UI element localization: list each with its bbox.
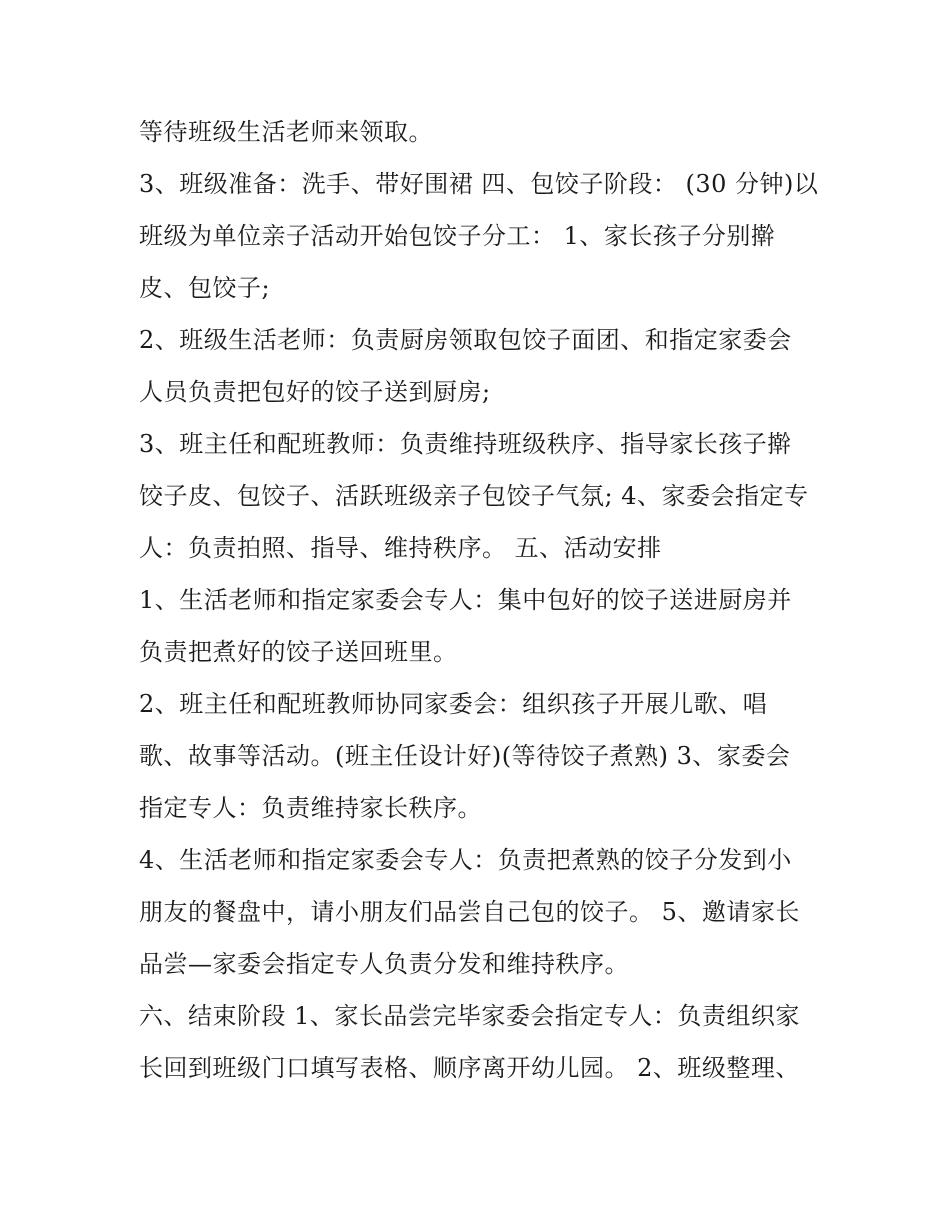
text-line: 负责把煮好的饺子送回班里。 — [139, 638, 458, 666]
text-line: 品尝—家委会指定专人负责分发和维持秩序。 — [139, 950, 629, 978]
text-line: 3、班主任和配班教师：负责维持班级秩序、指导家长孩子擀 — [139, 430, 792, 458]
text-line: 等待班级生活老师来领取。 — [139, 118, 433, 146]
text-line: 人：负责拍照、指导、维持秩序。 五、活动安排 — [139, 534, 662, 562]
text-line: 长回到班级门口填写表格、顺序离开幼儿园。 2、班级整理、 — [139, 1054, 800, 1082]
text-line: 3、班级准备：洗手、带好围裙 四、包饺子阶段： (30 分钟)以 — [139, 170, 819, 198]
text-line: 朋友的餐盘中，请小朋友们品尝自己包的饺子。 5、邀请家长 — [139, 898, 800, 926]
document-body — [139, 106, 819, 1094]
text-line: 皮、包饺子; — [139, 274, 271, 302]
text-line: 4、生活老师和指定家委会专人：负责把煮熟的饺子分发到小 — [139, 846, 792, 874]
text-line: 人员负责把包好的饺子送到厨房; — [139, 378, 491, 406]
text-line: 2、班级生活老师：负责厨房领取包饺子面团、和指定家委会 — [139, 326, 792, 354]
text-line: 班级为单位亲子活动开始包饺子分工： 1、家长孩子分别擀 — [139, 222, 776, 250]
text-line: 1、生活老师和指定家委会专人：集中包好的饺子送进厨房并 — [139, 586, 792, 614]
text-line: 指定专人：负责维持家长秩序。 — [139, 794, 482, 822]
text-line: 饺子皮、包饺子、活跃班级亲子包饺子气氛; 4、家委会指定专 — [139, 482, 809, 510]
text-line: 歌、故事等活动。(班主任设计好)(等待饺子煮熟) 3、家委会 — [139, 742, 791, 770]
text-line: 六、结束阶段 1、家长品尝完毕家委会指定专人：负责组织家 — [139, 1002, 800, 1030]
text-line: 2、班主任和配班教师协同家委会：组织孩子开展儿歌、唱 — [139, 690, 768, 718]
